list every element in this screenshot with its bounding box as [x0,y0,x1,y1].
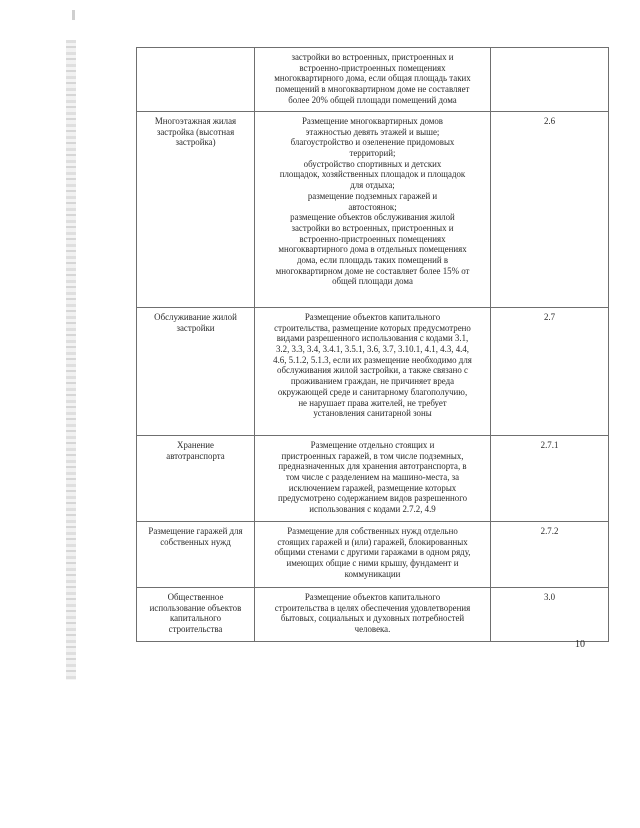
description-line: Размещение объектов капитального [304,592,441,602]
description-line: имеющих общие с ними крышу, фундамент и [286,558,459,569]
use-type-name-line: Размещение гаражей для [148,526,243,536]
description-line: общими стенами с другими гаражами в одном ряду, [274,547,471,558]
description-line: многоквартирном доме не составляет более 15% от [275,265,470,276]
use-type-code: 2.7.2 [491,522,609,588]
land-use-table [136,47,609,642]
description-line: Размещение отдельно стоящих и [310,440,435,450]
description-line: автостоянок; [348,201,397,212]
description-line: предусмотрено содержанием видов разрешенного [277,493,468,504]
use-type-description [255,112,491,308]
table-row [137,522,609,588]
use-type-name [137,308,255,436]
description-line: не нарушает права жителей, не требует [298,397,447,408]
description-line: площадок, хозяйственных площадок и площадок [279,169,466,180]
use-type-description [255,308,491,436]
description-line: Размещение объектов капитального [304,312,441,322]
description-line: строительства в целях обеспечения удовлетворения [274,602,471,613]
description-line: обслуживания жилой застройки, а также связано с [277,365,468,376]
use-type-name-line: собственных нужд [160,536,231,547]
use-type-name-line: Общественное [167,592,224,602]
use-type-name-line: застройка) [175,137,216,148]
use-type-name [137,48,255,112]
description-line: территорий; [349,148,396,159]
use-type-name [137,112,255,308]
description-line: встроенно-пристроенных помещениях [299,62,446,73]
description-line: благоустройство и озеленение придомовых [290,137,455,148]
use-type-description [255,436,491,522]
use-type-name-line: застройка (высотная [156,126,235,137]
description-line: этажностью девять этажей и выше; [305,126,440,137]
description-line: 3.2, 3.3, 3.4, 3.4.1, 3.5.1, 3.6, 3.7, 3.10.1, 4.1, 4.3, 4.4, [275,344,470,355]
table-row [137,436,609,522]
description-line: размещение объектов обслуживания жилой [290,212,455,223]
use-type-name-line: строительства [168,624,223,635]
description-line: видами разрешенного использования с кодами 3.1, [276,333,469,344]
description-line: человека. [354,624,391,635]
description-line: коммуникации [344,568,401,579]
description-line: окружающей среде и санитарному благополучию, [277,386,468,397]
description-line: установления санитарной зоны [313,408,432,419]
description-line: Размещение многоквартирных домов [301,116,443,126]
use-type-code: 2.7 [491,308,609,436]
use-type-name [137,436,255,522]
use-type-description [255,522,491,588]
description-line: встроенно-пристроенных помещениях [299,233,446,244]
table-row [137,588,609,642]
use-type-name [137,522,255,588]
description-line: многоквартирного дома в отдельных помещениях [278,244,467,255]
description-line: общей площади дома [332,276,413,287]
page-number: 10 [575,639,585,650]
table-row [137,308,609,436]
description-line: 4.6, 5.1.2, 5.1.3, если их размещение необходимо для [273,354,472,365]
use-type-name-line: Обслуживание жилой [154,312,237,322]
description-line: Размещение для собственных нужд отдельно [287,526,458,536]
description-line: исключением гаражей, размещение которых [288,482,457,493]
table-row [137,112,609,308]
description-line: дома, если площадь таких помещений в [296,254,449,265]
scan-edge-strip [66,40,76,680]
use-type-name-line: Хранение [177,440,214,450]
description-line: застройки во встроенных, пристроенных и [291,52,454,62]
use-type-code: 3.0 [491,588,609,642]
description-line: предназначенных для хранения автотранспорта, в [278,461,467,472]
use-type-description [255,588,491,642]
description-line: для отдыха; [350,180,395,191]
use-type-name-line: Многоэтажная жилая [154,116,237,126]
description-line: размещение подземных гаражей и [307,190,438,201]
description-line: обустройство спортивных и детских [303,158,442,169]
description-line: использования с кодами 2.7.2, 4.9 [309,504,436,515]
use-type-name [137,588,255,642]
description-line: помещений в многоквартирном доме не составляет [275,84,470,95]
use-type-name-line: автотранспорта [166,450,225,461]
use-type-code: 2.7.1 [491,436,609,522]
use-type-code: 2.6 [491,112,609,308]
description-line: более 20% общей площади помещений дома [288,94,457,105]
use-type-name-line: использование объектов [149,602,242,613]
table-row [137,48,609,112]
description-line: бытовых, социальных и духовных потребностей [280,613,465,624]
use-type-name-line: застройки [176,322,215,333]
description-line: том числе с разделением на машино-места, за [285,472,460,483]
description-line: проживанием граждан, не причиняет вреда [290,376,455,387]
description-line: стоящих гаражей и (или) гаражей, блокированных [277,536,468,547]
description-line: застройки во встроенных, пристроенных и [291,222,454,233]
use-type-code [491,48,609,112]
use-type-description [255,48,491,112]
description-line: строительства, размещение которых предусмотрено [274,322,471,333]
scan-mark [72,10,75,20]
description-line: многоквартирного дома, если общая площадь таких [274,73,471,84]
description-line: пристроенных гаражей, в том числе подземных, [281,450,464,461]
use-type-name-line: капитального [169,613,222,624]
